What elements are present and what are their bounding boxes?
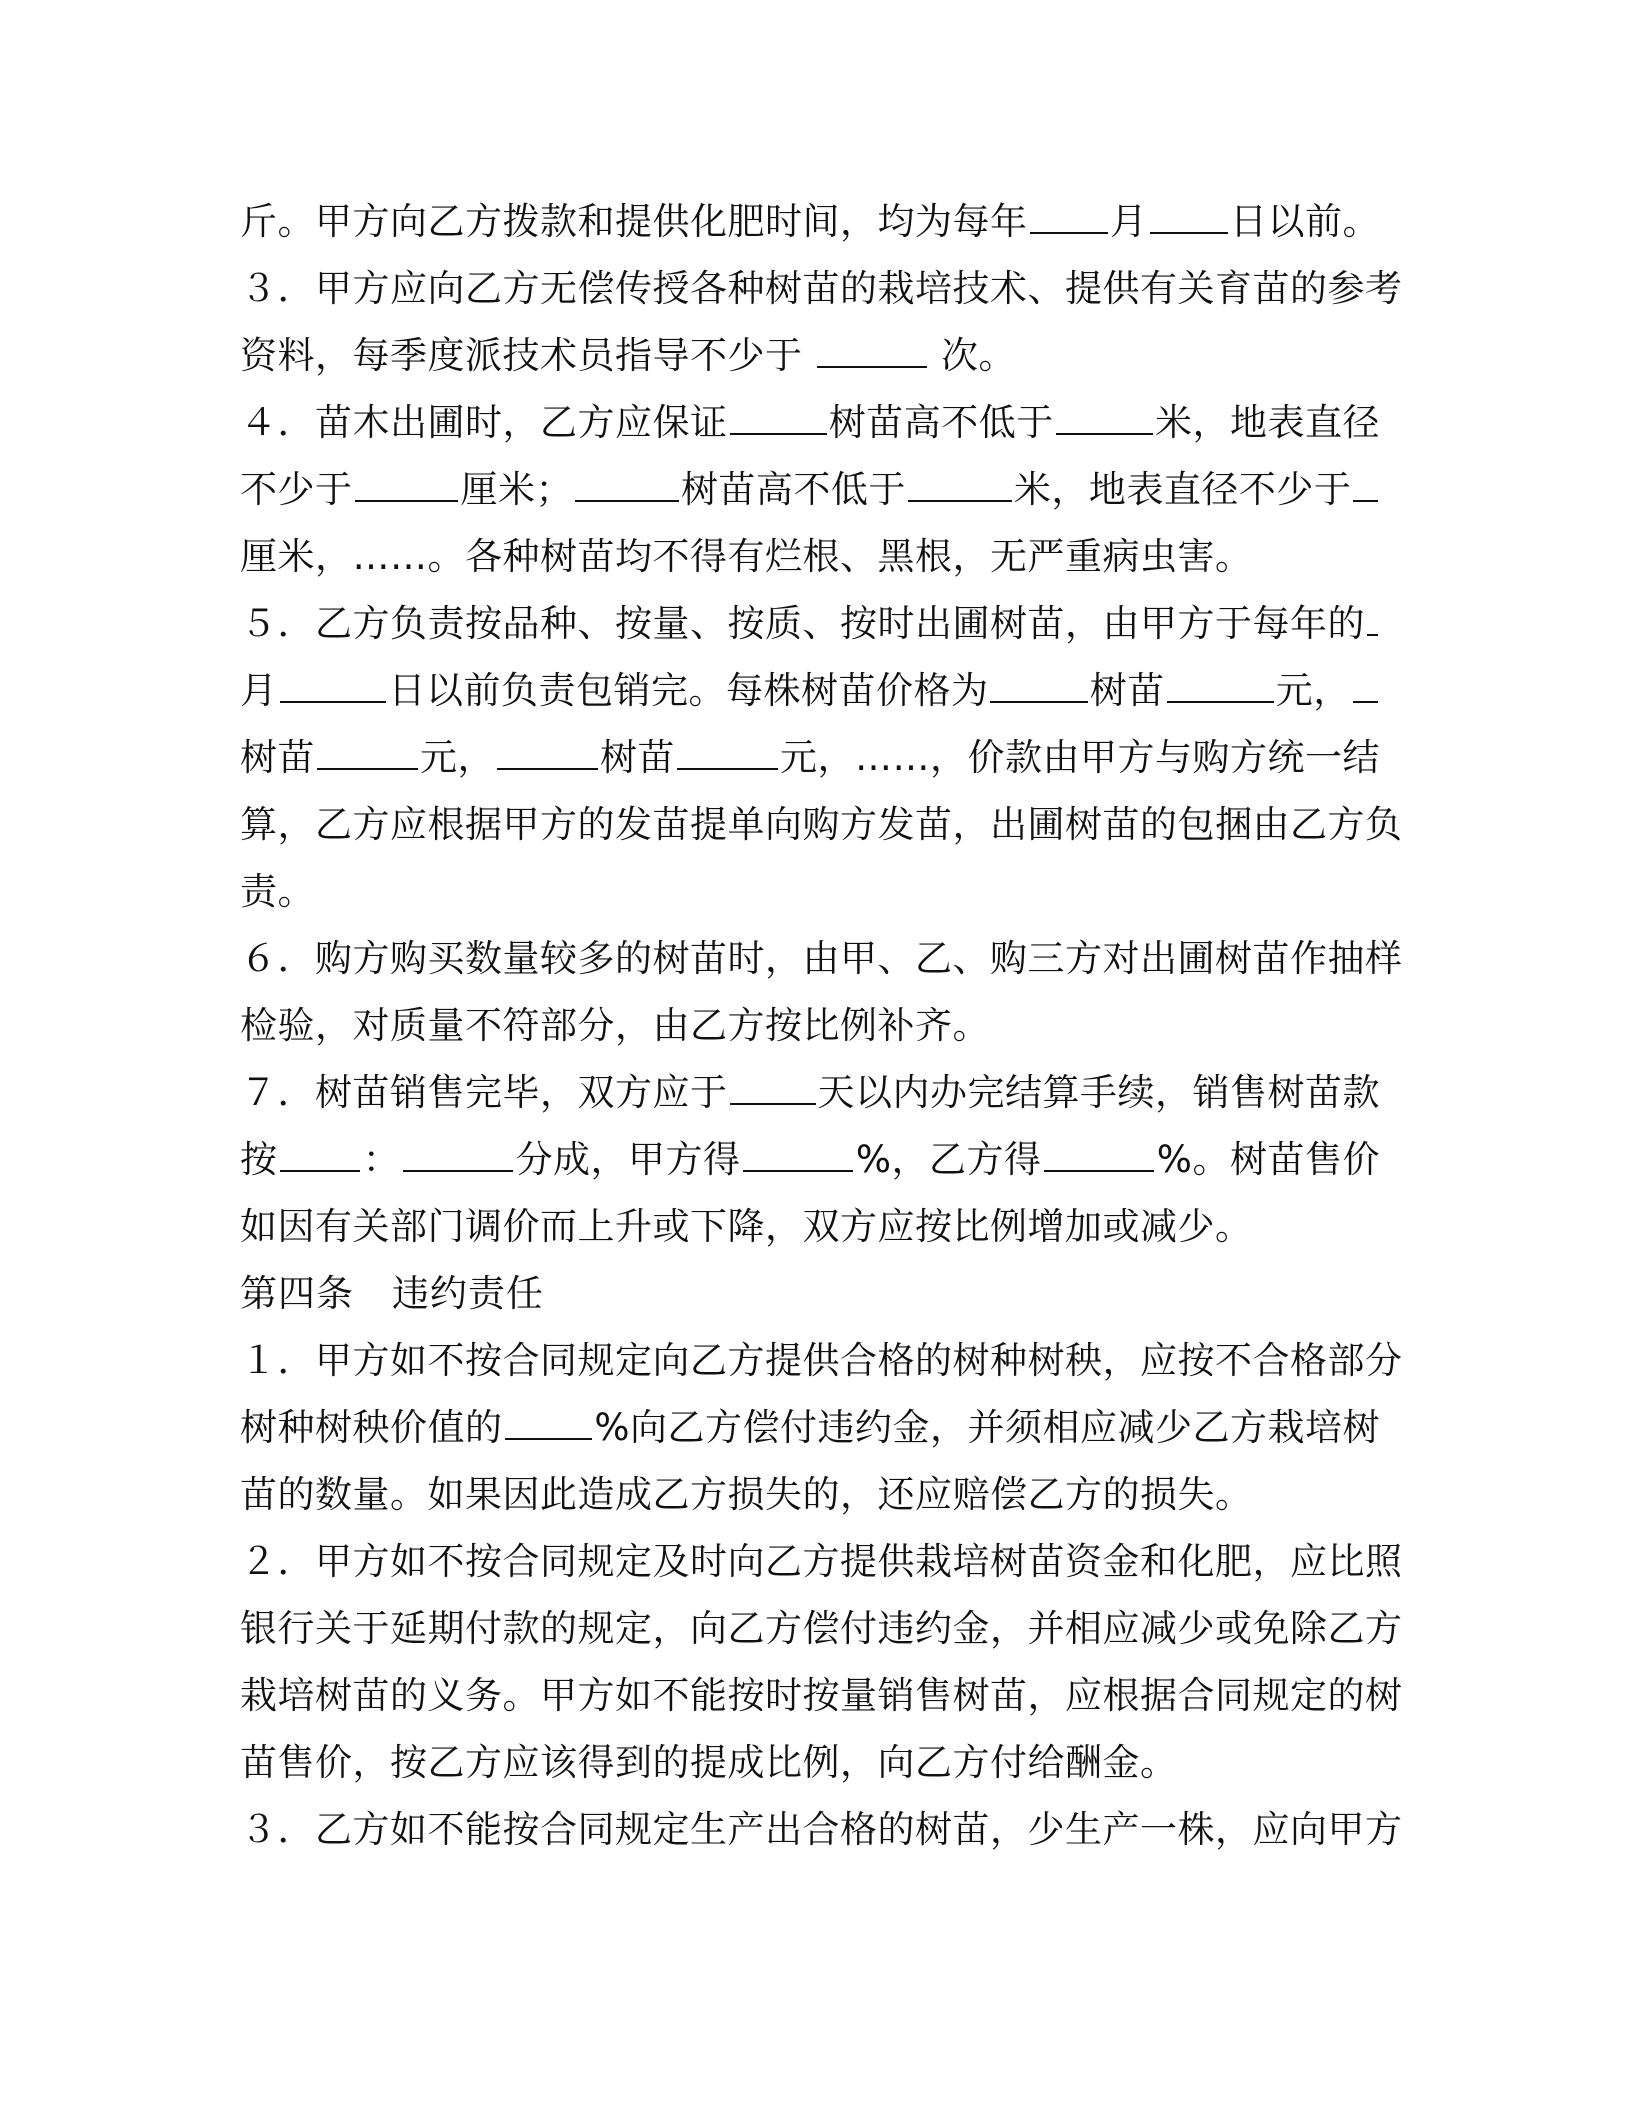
text-segment: 不少于 [240, 468, 353, 511]
text-segment: 米，地表直径 [1155, 401, 1380, 444]
text-segment: 日以前。 [1230, 200, 1380, 243]
text-segment: 厘米； [460, 468, 573, 511]
fill-blank[interactable] [1056, 389, 1153, 435]
text-line [240, 925, 1403, 992]
text-line [240, 523, 1380, 590]
text-line [240, 1528, 1403, 1595]
text-segment: 元， [1275, 669, 1351, 712]
fill-blank[interactable] [677, 724, 778, 770]
text-segment: %。树苗售价 [1156, 1138, 1380, 1181]
text-segment: ： [362, 1138, 401, 1181]
text-segment: 银行关于延期付款的规定，向乙方偿付违约金，并相应减少或免除乙方 [240, 1607, 1403, 1650]
text-segment: 树苗高不低于 [680, 468, 906, 511]
text-line [240, 1327, 1403, 1394]
text-line [240, 791, 1403, 858]
text-segment: 检验，对质量不符部分，由乙方按比例补齐。 [240, 1004, 990, 1047]
clause-7-start: ７．树苗销售完毕，双方应于 [240, 1071, 728, 1114]
text-line [240, 456, 1380, 523]
text-segment: 树苗 [240, 736, 315, 779]
fill-blank[interactable] [908, 456, 1012, 502]
text-line [240, 724, 1380, 791]
text-segment: %向乙方偿付违约金，并须相应减少乙方栽培树 [594, 1406, 1380, 1449]
text-line [240, 1595, 1403, 1662]
text-line [240, 657, 1380, 724]
text-segment: 资料，每季度派技术员指导不少于 [240, 334, 803, 377]
text-segment: %，乙方得 [855, 1138, 1042, 1181]
fill-blank[interactable] [497, 724, 598, 770]
text-line [240, 188, 1380, 255]
liability-2-start: ２．甲方如不按合同规定及时向乙方提供栽培树苗资金和化肥，应比照 [240, 1540, 1403, 1583]
fill-blank[interactable] [1353, 657, 1378, 703]
fill-blank[interactable] [280, 1126, 360, 1172]
fill-blank[interactable] [817, 322, 927, 368]
fill-blank[interactable] [1367, 590, 1378, 636]
text-segment: 元，……，价款由甲方与购方统一结 [780, 736, 1380, 779]
text-line [240, 1461, 1380, 1528]
clause-4-start: ４．苗木出圃时，乙方应保证 [240, 401, 728, 444]
fill-blank[interactable] [1044, 1126, 1154, 1172]
fill-blank[interactable] [990, 657, 1087, 703]
fill-blank[interactable] [1167, 657, 1274, 703]
text-line [240, 590, 1380, 657]
text-line [240, 858, 1380, 925]
text-segment: 月 [240, 669, 278, 712]
fill-blank[interactable] [403, 1126, 513, 1172]
contract-page [240, 188, 1403, 1863]
text-line [240, 1662, 1403, 1729]
fill-blank[interactable] [730, 1059, 816, 1105]
clause-5-start: ５．乙方负责按品种、按量、按质、按时出圃树苗，由甲方于每年的 [240, 602, 1365, 645]
text-segment: 元， [420, 736, 495, 779]
text-segment: 按 [240, 1138, 278, 1181]
fill-blank[interactable] [730, 389, 827, 435]
text-segment: 栽培树苗的义务。甲方如不能按时按量销售树苗，应根据合同规定的树 [240, 1674, 1403, 1717]
text-segment: 天以内办完结算手续，销售树苗款 [817, 1071, 1380, 1114]
fill-blank[interactable] [1353, 456, 1378, 502]
text-segment: 责。 [240, 870, 315, 913]
text-segment: 如因有关部门调价而上升或下降，双方应按比例增加或减少。 [240, 1205, 1253, 1248]
text-segment: 苗售价，按乙方应该得到的提成比例，向乙方付给酬金。 [240, 1741, 1178, 1784]
liability-3-start: ３．乙方如不能按合同规定生产出合格的树苗，少生产一株，应向甲方 [240, 1808, 1403, 1851]
text-segment: 斤。甲方向乙方拨款和提供化肥时间，均为每年 [240, 200, 1028, 243]
text-segment: 苗的数量。如果因此造成乙方损失的，还应赔偿乙方的损失。 [240, 1473, 1253, 1516]
section-heading [240, 1260, 1380, 1327]
fill-blank[interactable] [1030, 188, 1109, 234]
text-line [240, 389, 1380, 456]
text-segment: 月 [1110, 200, 1148, 243]
article-4-title: 第四条 违约责任 [240, 1272, 544, 1315]
fill-blank[interactable] [743, 1126, 853, 1172]
text-line [240, 1193, 1380, 1260]
text-segment: 日以前负责包销完。每株树苗价格为 [388, 669, 989, 712]
fill-blank[interactable] [575, 456, 679, 502]
text-line [240, 992, 1380, 1059]
text-segment: 树种树秧价值的 [240, 1406, 503, 1449]
text-line [240, 1059, 1380, 1126]
text-segment: 厘米，……。各种树苗均不得有烂根、黑根，无严重病虫害。 [240, 535, 1253, 578]
clause-6-start: ６．购方购买数量较多的树苗时，由甲、乙、购三方对出圃树苗作抽样 [240, 937, 1403, 980]
fill-blank[interactable] [317, 724, 418, 770]
clause-3-start: ３．甲方应向乙方无偿传授各种树苗的栽培技术、提供有关育苗的参考 [240, 267, 1403, 310]
text-line [240, 1729, 1380, 1796]
liability-1-start: １．甲方如不按合同规定向乙方提供合格的树种树秧，应按不合格部分 [240, 1339, 1403, 1382]
fill-blank[interactable] [505, 1394, 593, 1440]
text-segment: 次。 [941, 334, 1017, 377]
text-segment: 树苗 [600, 736, 675, 779]
text-segment: 树苗 [1089, 669, 1165, 712]
text-segment: 树苗高不低于 [828, 401, 1054, 444]
fill-blank[interactable] [1150, 188, 1229, 234]
text-segment: 算，乙方应根据甲方的发苗提单向购方发苗，出圃树苗的包捆由乙方负 [240, 803, 1403, 846]
text-segment: 分成，甲方得 [515, 1138, 741, 1181]
text-segment: 米，地表直径不少于 [1013, 468, 1352, 511]
fill-blank[interactable] [355, 456, 459, 502]
text-line [240, 255, 1403, 322]
text-line [240, 322, 1380, 389]
text-line [240, 1796, 1403, 1863]
fill-blank[interactable] [280, 657, 387, 703]
text-line [240, 1394, 1380, 1461]
text-line [240, 1126, 1380, 1193]
